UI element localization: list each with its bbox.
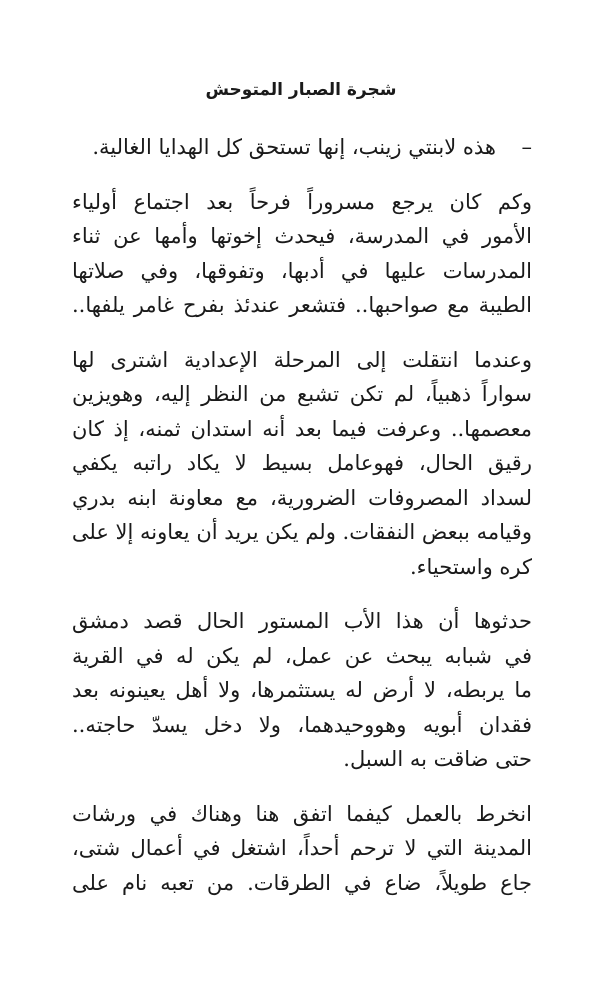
paragraph-line: وعندما انتقلت إلى المرحلة الإعدادية اشترى لها bbox=[72, 347, 532, 372]
paragraph-line: حدثوها أن هذا الأب المستور الحال قصد دمشق bbox=[72, 609, 532, 633]
paragraph-line: انخرط بالعمل كيفما اتفق هنا وهناك في ورشات bbox=[72, 801, 532, 826]
paragraph-4 bbox=[72, 797, 532, 901]
document-title: شجرة الصبار المتوحش bbox=[205, 80, 397, 100]
paragraph-line: وكم كان يرجع مسروراً فرحاً بعد اجتماع أولياء bbox=[72, 189, 532, 214]
paragraph-line: المدينة التي لا ترحم أحداً، اشتغل في أعمال شتى، bbox=[72, 836, 532, 860]
paragraph-line: كره واستحياء. bbox=[409, 554, 532, 579]
dialogue-dash: – bbox=[521, 135, 532, 159]
dialogue-text: هذه لابنتي زينب، إنها تستحق كل الهدايا الغالية. bbox=[92, 135, 496, 159]
paragraph-line: الطيبة مع صواحبها.. فتشعر عندئذ بفرح غامر يلفها.. bbox=[72, 293, 532, 317]
paragraph-line: جاع طويلاً، ضاع في الطرقات. من تعبه نام على bbox=[72, 870, 532, 895]
paragraph-1 bbox=[72, 185, 532, 323]
paragraph-line: المدرسات عليها في أدبها، وتفوقها، وفي صلاتها bbox=[72, 258, 532, 283]
paragraph-line: الأمور في المدرسة، فيحدث إخوتها وأمها عن ثناء bbox=[72, 224, 532, 248]
paragraph-line: رقيق الحال، فهوعامل بسيط لا يكاد راتبه يكفي bbox=[72, 451, 532, 475]
paragraph-line: فقدان أبويه وهووحيدهما، ولا دخل يسدّ حاجته.. bbox=[72, 712, 532, 737]
paragraph-line: لسداد المصروفات الضرورية، مع معاونة ابنه بدري bbox=[72, 485, 532, 510]
paragraph-line: سواراً ذهبياً، لم تكن تشبع من النظر إليه، وهويزين bbox=[72, 382, 532, 406]
paragraph-line: وقيامه ببعض النفقات. ولم يكن يريد أن يعاونه إلا على bbox=[71, 520, 532, 544]
paragraph-line: معصمها.. وعرفت فيما بعد أنه استدان ثمنه، إذ كان bbox=[72, 416, 532, 441]
paragraph-line: في شبابه يبحث عن عمل، لم يكن له في القرية bbox=[72, 643, 532, 668]
document-body bbox=[72, 130, 532, 920]
paragraph-3 bbox=[72, 604, 532, 777]
dialogue-paragraph bbox=[72, 130, 532, 165]
paragraph-2 bbox=[72, 343, 532, 585]
paragraph-line: حتى ضاقت به السبل. bbox=[343, 747, 532, 771]
dialogue-line bbox=[72, 130, 532, 165]
paragraph-line: ما يربطه، لا أرض له يستثمرها، ولا أهل يعينونه بعد bbox=[72, 678, 532, 702]
